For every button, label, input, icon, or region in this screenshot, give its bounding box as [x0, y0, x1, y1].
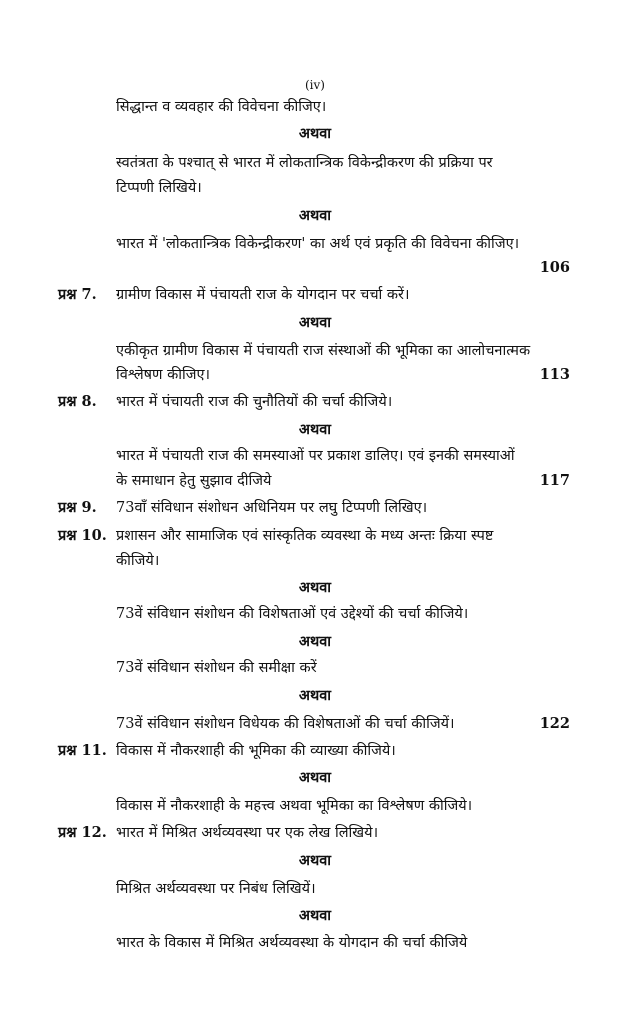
- text-line: भारत में मिश्रित अर्थव्यवस्था पर एक लेख लिखिये।: [116, 825, 379, 841]
- text-line: 73वें संविधान संशोधन की विशेषताओं एवं उद्देश्यों की चर्चा कीजिये।: [116, 606, 469, 622]
- text-line: विकास में नौकरशाही के महत्त्व अथवा भूमिका का विश्लेषण कीजिये।: [116, 798, 473, 814]
- page-ref: 106: [539, 259, 570, 276]
- text-line: स्वतंत्रता के पश्चात् से भारत में लोकतान्त्रिक विकेन्द्रीकरण की प्रक्रिया पर: [116, 155, 493, 171]
- text-line: भारत में पंचायती राज की समस्याओं पर प्रकाश डालिए। एवं इनकी समस्याओं: [116, 448, 515, 464]
- text-line: विश्लेषण कीजिए।: [116, 367, 211, 383]
- athva-heading: अथवा: [298, 207, 332, 224]
- athva-heading: अथवा: [298, 687, 332, 704]
- athva-heading: अथवा: [298, 633, 332, 650]
- athva-heading: अथवा: [298, 852, 332, 869]
- text-line: कीजिये।: [116, 553, 160, 569]
- page-ref: 113: [539, 366, 570, 383]
- text-line: टिप्पणी लिखिये।: [116, 180, 202, 196]
- question-label: प्रश्न 8.: [58, 393, 97, 410]
- question-label: प्रश्न 11.: [58, 742, 107, 759]
- athva-heading: अथवा: [298, 125, 332, 142]
- text-line: सिद्धान्त व व्यवहार की विवेचना कीजिए।: [116, 99, 327, 115]
- question-label: प्रश्न 12.: [58, 824, 107, 841]
- text-line: ग्रामीण विकास में पंचायती राज के योगदान पर चर्चा करें।: [116, 287, 410, 303]
- text-line: 73वें संविधान संशोधन की समीक्षा करें: [116, 660, 317, 676]
- question-label: प्रश्न 7.: [58, 286, 97, 303]
- question-label: प्रश्न 9.: [58, 499, 97, 516]
- text-line: भारत के विकास में मिश्रित अर्थव्यवस्था के योगदान की चर्चा कीजिये: [116, 935, 468, 951]
- page-number: (iv): [305, 78, 325, 92]
- text-line: 73वें संविधान संशोधन विधेयक की विशेषताओं की चर्चा कीजियें।: [116, 716, 455, 732]
- text-line: विकास में नौकरशाही की भूमिका की व्याख्या कीजिये।: [116, 743, 396, 759]
- page-ref: 117: [539, 472, 570, 489]
- text-line: के समाधान हेतु सुझाव दीजिये: [116, 473, 272, 489]
- text-line: 73वाँ संविधान संशोधन अधिनियम पर लघु टिप्पणी लिखिए।: [116, 500, 428, 516]
- text-line: भारत में पंचायती राज की चुनौतियों की चर्चा कीजिये।: [116, 394, 393, 410]
- text-line: प्रशासन और सामाजिक एवं सांस्कृतिक व्यवस्था के मध्य अन्तः क्रिया स्पष्ट: [116, 528, 494, 544]
- text-line: भारत में 'लोकतान्त्रिक विकेन्द्रीकरण' का अर्थ एवं प्रकृति की विवेचना कीजिए।: [116, 236, 520, 252]
- athva-heading: अथवा: [298, 907, 332, 924]
- athva-heading: अथवा: [298, 769, 332, 786]
- question-label: प्रश्न 10.: [58, 527, 107, 544]
- text-line: एकीकृत ग्रामीण विकास में पंचायती राज संस्थाओं की भूमिका का आलोचनात्मक: [116, 343, 531, 359]
- text-line: मिश्रित अर्थव्यवस्था पर निबंध लिखियें।: [116, 881, 316, 897]
- athva-heading: अथवा: [298, 421, 332, 438]
- page-ref: 122: [539, 715, 570, 732]
- athva-heading: अथवा: [298, 579, 332, 596]
- athva-heading: अथवा: [298, 314, 332, 331]
